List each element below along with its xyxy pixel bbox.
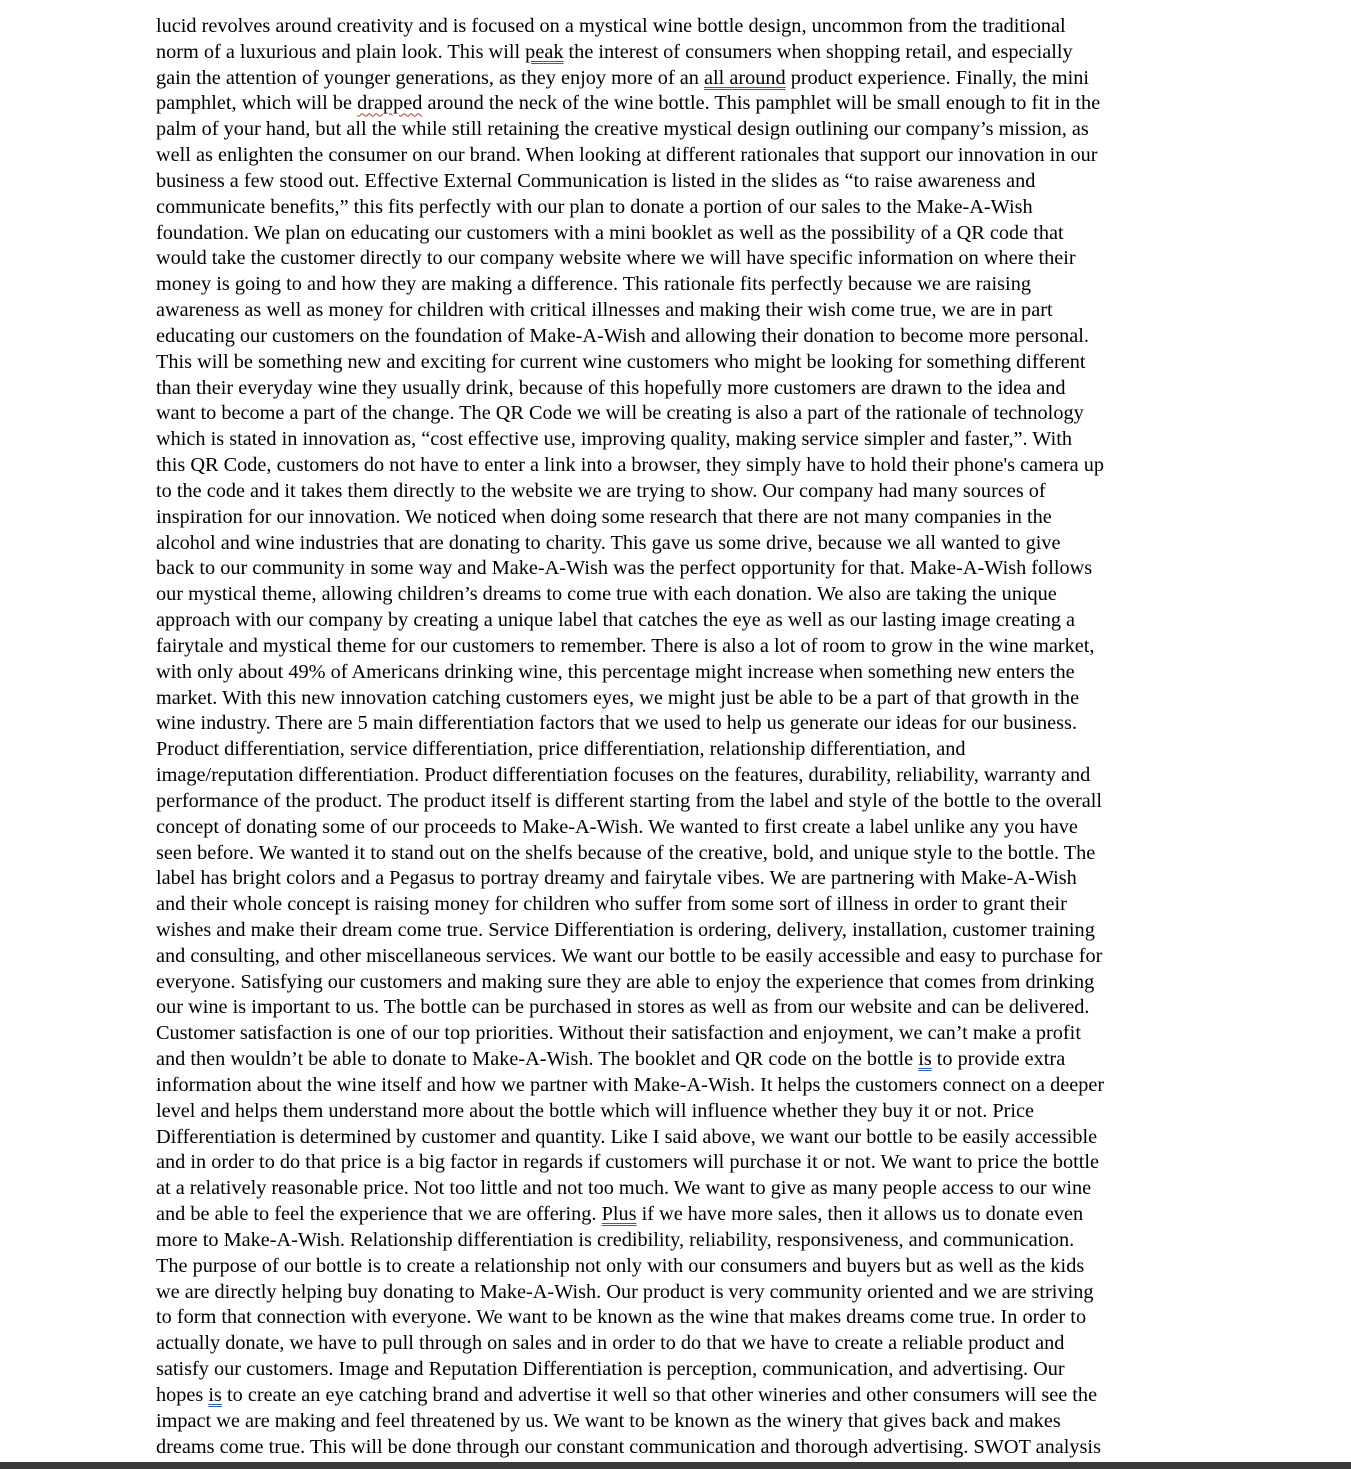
text-segment: would take the customer directly to our company website where we will have specific information on where their xyxy=(156,247,1076,270)
window-bottom-edge xyxy=(0,1462,1351,1469)
text-line xyxy=(156,737,1216,763)
text-segment: Differentiation is determined by customer and quantity. Like I said above, we want our bottle to be easily accessible xyxy=(156,1125,1098,1148)
text-segment: we are directly helping buy donating to Make-A-Wish. Our product is very community oriented and we are striving xyxy=(156,1280,1094,1303)
text-segment: and in order to do that price is a big factor in regards if customers will purchase it or not. We want to price the bottle xyxy=(156,1151,1100,1174)
grammar-flagged-word[interactable]: all around xyxy=(704,66,786,89)
text-segment: alcohol and wine industries that are donating to charity. This gave us some drive, because we all wanted to give xyxy=(156,531,1061,554)
text-line xyxy=(156,608,1216,634)
text-line xyxy=(156,453,1216,479)
text-line xyxy=(156,1331,1216,1357)
text-line xyxy=(156,195,1216,221)
grammar-flagged-word[interactable]: peak xyxy=(525,40,564,63)
text-line xyxy=(156,970,1216,996)
text-segment: level and helps them understand more about the bottle which will influence whether they buy it or not. Price xyxy=(156,1099,1035,1122)
text-segment: around the neck of the wine bottle. This pamphlet will be small enough to fit in the xyxy=(422,92,1101,115)
grammar-flagged-word[interactable]: is xyxy=(918,1048,932,1071)
text-segment: communicate benefits,” this fits perfectly with our plan to donate a portion of our sales to the Make-A-Wish xyxy=(156,195,1033,218)
text-line xyxy=(156,556,1216,582)
text-segment: if we have more sales, then it allows us to donate even xyxy=(636,1203,1084,1226)
text-segment: with only about 49% of Americans drinking wine, this percentage might increase when something new enters the xyxy=(156,660,1075,683)
text-line xyxy=(156,505,1216,531)
text-segment: and consulting, and other miscellaneous services. We want our bottle to be easily accessible and easy to purchase for xyxy=(156,944,1103,967)
text-line xyxy=(156,1357,1216,1383)
text-segment: wine industry. There are 5 main differentiation factors that we used to help us generate our ideas for our business. xyxy=(156,712,1078,735)
text-segment: impact we are making and feel threatened by us. We want to be known as the winery that gives back and makes xyxy=(156,1409,1061,1432)
text-line xyxy=(156,1409,1216,1435)
text-line xyxy=(156,1150,1216,1176)
text-segment: inspiration for our innovation. We noticed when doing some research that there are not many companies in the xyxy=(156,505,1052,528)
text-segment: The purpose of our bottle is to create a relationship not only with our consumers and buyers but as well as the kids xyxy=(156,1254,1085,1277)
text-segment: palm of your hand, but all the while still retaining the creative mystical design outlining our company’s mission, as xyxy=(156,118,1089,141)
text-line xyxy=(156,14,1216,40)
text-line xyxy=(156,479,1216,505)
text-line xyxy=(156,789,1216,815)
text-line xyxy=(156,40,1216,66)
text-line xyxy=(156,660,1216,686)
text-line xyxy=(156,1254,1216,1280)
grammar-flagged-word[interactable]: Plus xyxy=(601,1203,637,1226)
text-segment: and be able to feel the experience that we are offering. xyxy=(156,1203,602,1226)
text-segment: business a few stood out. Effective External Communication is listed in the slides as “to raise awareness and xyxy=(156,169,1036,192)
text-segment: and their whole concept is raising money for children who suffer from some sort of illness in order to grant their xyxy=(156,893,1067,916)
text-segment: dreams come true. This will be done through our constant communication and thorough advertising. SWOT analysis xyxy=(156,1435,1101,1458)
text-segment: and then wouldn’t be able to donate to Make-A-Wish. The booklet and QR code on the bottle xyxy=(156,1048,919,1071)
text-segment: norm of a luxurious and plain look. This will xyxy=(156,40,526,63)
text-line xyxy=(156,995,1216,1021)
text-line xyxy=(156,531,1216,557)
text-segment: awareness as well as money for children with critical illnesses and making their wish come true, we are in part xyxy=(156,299,1053,322)
text-segment: seen before. We wanted it to stand out on the shelfs because of the creative, bold, and unique style to the bottle. The xyxy=(156,841,1096,864)
text-segment: Customer satisfaction is one of our top priorities. Without their satisfaction and enjoyment, we can’t make a profit xyxy=(156,1022,1081,1045)
text-line xyxy=(156,1047,1216,1073)
text-line xyxy=(156,272,1216,298)
text-segment: to the code and it takes them directly to the website we are trying to show. Our company had many sources of xyxy=(156,479,1046,502)
text-segment: to provide extra xyxy=(931,1048,1066,1071)
text-segment: pamphlet, which will be xyxy=(156,92,358,115)
text-segment: to create an eye catching brand and advertise it well so that other wineries and other consumers will see the xyxy=(221,1383,1098,1406)
text-line xyxy=(156,1099,1216,1125)
text-segment: information about the wine itself and how we partner with Make-A-Wish. It helps the customers connect on a deeper xyxy=(156,1073,1105,1096)
text-line xyxy=(156,711,1216,737)
text-line xyxy=(156,117,1216,143)
text-line xyxy=(156,91,1216,117)
text-line xyxy=(156,324,1216,350)
text-segment: money is going to and how they are making a difference. This rationale fits perfectly because we are raising xyxy=(156,273,1031,296)
text-line xyxy=(156,169,1216,195)
text-line xyxy=(156,1305,1216,1331)
text-line xyxy=(156,892,1216,918)
text-line xyxy=(156,350,1216,376)
text-segment: well as enlighten the consumer on our brand. When looking at different rationales that support our innovation in our xyxy=(156,144,1098,167)
text-line xyxy=(156,686,1216,712)
text-line xyxy=(156,815,1216,841)
text-line xyxy=(156,866,1216,892)
text-segment: educating our customers on the foundation of Make-A-Wish and allowing their donation to become more personal. xyxy=(156,324,1089,347)
text-line xyxy=(156,1176,1216,1202)
text-segment: market. With this new innovation catching customers eyes, we might just be able to be a part of that growth in the xyxy=(156,686,1080,709)
text-segment: fairytale and mystical theme for our customers to remember. There is also a lot of room to grow in the wine market, xyxy=(156,634,1095,657)
text-segment: our wine is important to us. The bottle can be purchased in stores as well as from our website and can be delivered. xyxy=(156,996,1090,1019)
text-segment: lucid revolves around creativity and is focused on a mystical wine bottle design, uncommon from the traditional xyxy=(156,15,1066,37)
grammar-flagged-word[interactable]: is xyxy=(208,1383,222,1406)
text-line xyxy=(156,841,1216,867)
text-line xyxy=(156,1280,1216,1306)
text-segment: back to our community in some way and Make-A-Wish was the perfect opportunity for that. Make-A-Wish follows xyxy=(156,557,1093,580)
text-segment: gain the attention of younger generations, as they enjoy more of an xyxy=(156,66,704,89)
text-line xyxy=(156,143,1216,169)
text-line xyxy=(156,1021,1216,1047)
text-line xyxy=(156,221,1216,247)
text-segment: Product differentiation, service differentiation, price differentiation, relationship differentiation, and xyxy=(156,738,966,761)
text-line xyxy=(156,1202,1216,1228)
text-line xyxy=(156,1228,1216,1254)
text-line xyxy=(156,246,1216,272)
text-segment: which is stated in innovation as, “cost effective use, improving quality, making service simpler and faster,”. With xyxy=(156,428,1073,451)
text-line xyxy=(156,376,1216,402)
text-segment: more to Make-A-Wish. Relationship differentiation is credibility, reliability, responsiveness, and communication. xyxy=(156,1228,1075,1251)
text-segment: the interest of consumers when shopping retail, and especially xyxy=(563,40,1073,63)
text-segment: This will be something new and exciting for current wine customers who might be looking for something different xyxy=(156,350,1086,373)
text-line xyxy=(156,427,1216,453)
text-line xyxy=(156,918,1216,944)
text-segment: actually donate, we have to pull through on sales and in order to do that we have to create a reliable product and xyxy=(156,1332,1065,1355)
text-segment: foundation. We plan on educating our customers with a mini booklet as well as the possibility of a QR code that xyxy=(156,221,1064,244)
text-line xyxy=(156,1073,1216,1099)
text-segment: product experience. Finally, the mini xyxy=(785,66,1090,89)
text-line xyxy=(156,1125,1216,1151)
text-line xyxy=(156,1435,1216,1461)
text-segment: than their everyday wine they usually drink, because of this hopefully more customers are drawn to the idea and xyxy=(156,376,1066,399)
text-segment: image/reputation differentiation. Product differentiation focuses on the features, durability, reliability, warranty and xyxy=(156,764,1091,787)
text-line xyxy=(156,582,1216,608)
text-segment: to form that connection with everyone. We want to be known as the wine that makes dreams come true. In order to xyxy=(156,1306,1087,1329)
body-paragraph xyxy=(156,14,1216,1460)
text-line xyxy=(156,1383,1216,1409)
text-segment: satisfy our customers. Image and Reputation Differentiation is perception, communication, and advertising. Our xyxy=(156,1358,1065,1381)
text-segment: at a relatively reasonable price. Not too little and not too much. We want to give as many people access to our wine xyxy=(156,1177,1092,1200)
text-segment: performance of the product. The product itself is different starting from the label and style of the bottle to the overall xyxy=(156,789,1102,812)
text-segment: approach with our company by creating a unique label that catches the eye as well as our lasting image creating a xyxy=(156,609,1076,632)
text-segment: concept of donating some of our proceeds to Make-A-Wish. We wanted to first create a label unlike any you have xyxy=(156,815,1078,838)
text-line xyxy=(156,763,1216,789)
text-line xyxy=(156,944,1216,970)
text-segment: hopes xyxy=(156,1383,209,1406)
text-segment: everyone. Satisfying our customers and making sure they are able to enjoy the experience that comes from drinking xyxy=(156,970,1095,993)
text-line xyxy=(156,66,1216,92)
text-line xyxy=(156,401,1216,427)
text-line xyxy=(156,634,1216,660)
text-segment: this QR Code, customers do not have to enter a link into a browser, they simply have to hold their phone's camera up xyxy=(156,454,1104,477)
text-segment: label has bright colors and a Pegasus to portray dreamy and fairytale vibes. We are partnering with Make-A-Wish xyxy=(156,867,1077,890)
text-segment: our mystical theme, allowing children’s dreams to come true with each donation. We also are taking the unique xyxy=(156,583,1057,606)
text-segment: wishes and make their dream come true. Service Differentiation is ordering, delivery, installation, customer training xyxy=(156,918,1095,941)
spelling-flagged-word[interactable]: drapped xyxy=(357,92,423,115)
text-segment: want to become a part of the change. The QR Code we will be creating is also a part of the rationale of technology xyxy=(156,402,1084,425)
text-line xyxy=(156,298,1216,324)
